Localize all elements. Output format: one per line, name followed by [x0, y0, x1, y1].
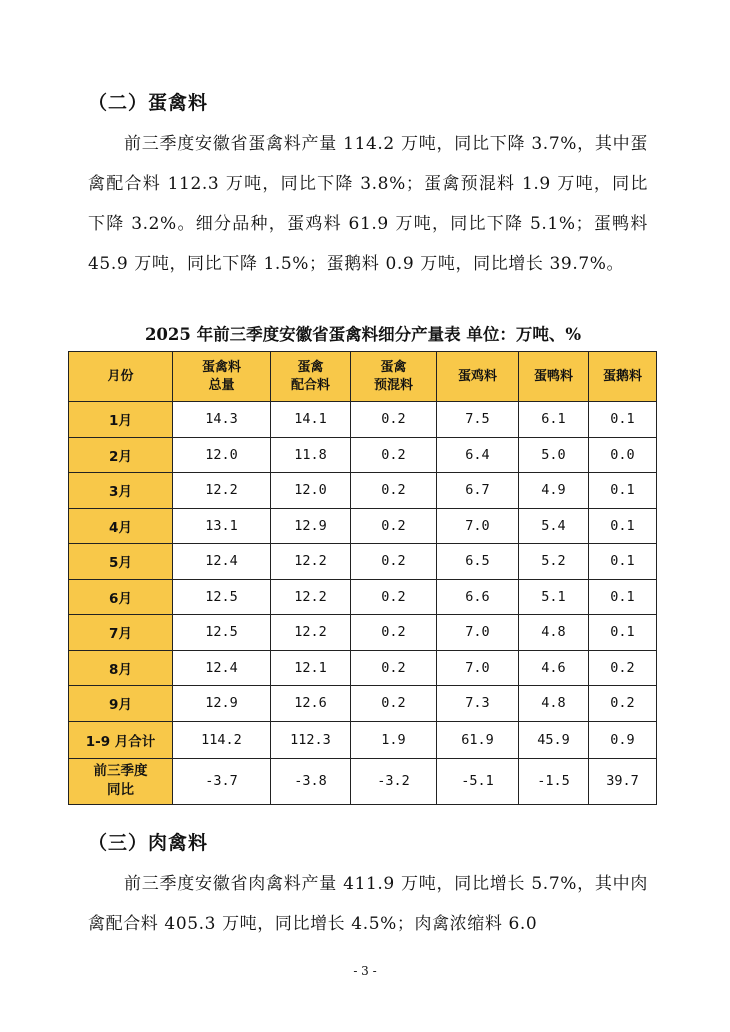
header-month: 月份	[69, 352, 173, 402]
table-cell: 6.7	[437, 473, 519, 509]
table-cell: 5.1	[519, 579, 589, 615]
table-cell: 6.1	[519, 402, 589, 438]
header-duck-feed: 蛋鸭料	[519, 352, 589, 402]
table-cell: 5.4	[519, 508, 589, 544]
table-cell: 0.2	[589, 686, 657, 722]
table-title: 2025 年前三季度安徽省蛋禽料细分产量表 单位：万吨、%	[144, 325, 582, 344]
table-row	[69, 721, 657, 758]
table-cell: 4.6	[519, 650, 589, 686]
row-label: 8月	[69, 650, 173, 686]
header-goose-feed: 蛋鹅料	[589, 352, 657, 402]
row-label: 6月	[69, 579, 173, 615]
egg-poultry-feed-table	[68, 351, 657, 805]
row-label: 5月	[69, 544, 173, 580]
table-cell: 0.9	[589, 721, 657, 758]
section-heading-meat-poultry-feed: （三）肉禽料	[88, 832, 209, 854]
egg-poultry-paragraph	[88, 124, 648, 284]
row-label: 1月	[69, 402, 173, 438]
table-cell: 12.4	[173, 544, 271, 580]
table-row	[69, 650, 657, 686]
table-cell: 12.2	[271, 615, 351, 651]
header-compound-feed: 蛋禽 配合料	[271, 352, 351, 402]
row-label: 1-9 月合计	[69, 721, 173, 758]
table-row	[69, 402, 657, 438]
table-cell: 0.1	[589, 473, 657, 509]
row-label: 2月	[69, 437, 173, 473]
header-premix-feed: 蛋禽 预混料	[351, 352, 437, 402]
table-cell: 4.8	[519, 686, 589, 722]
table-cell: 11.8	[271, 437, 351, 473]
table-cell: 12.9	[271, 508, 351, 544]
table-header-row	[69, 352, 657, 402]
table-cell: 4.8	[519, 615, 589, 651]
table-row	[69, 508, 657, 544]
table-cell: 0.2	[351, 473, 437, 509]
table-cell: 14.1	[271, 402, 351, 438]
table-cell: 0.1	[589, 508, 657, 544]
table-cell: 39.7	[589, 758, 657, 804]
row-label: 3月	[69, 473, 173, 509]
table-cell: 0.1	[589, 615, 657, 651]
table-cell: 12.1	[271, 650, 351, 686]
table-cell: 0.2	[351, 402, 437, 438]
table-cell: 4.9	[519, 473, 589, 509]
table-cell: 0.2	[351, 508, 437, 544]
table-cell: 6.5	[437, 544, 519, 580]
row-label: 9月	[69, 686, 173, 722]
table-cell: 0.2	[351, 544, 437, 580]
table-cell: 12.0	[173, 437, 271, 473]
table-row	[69, 473, 657, 509]
table-row	[69, 579, 657, 615]
table-cell: 12.0	[271, 473, 351, 509]
table-cell: -3.7	[173, 758, 271, 804]
section-heading-egg-poultry-feed: （二）蛋禽料	[88, 92, 209, 114]
table-cell: 45.9	[519, 721, 589, 758]
table-cell: 7.0	[437, 650, 519, 686]
table-row	[69, 686, 657, 722]
table-cell: -1.5	[519, 758, 589, 804]
table-cell: 112.3	[271, 721, 351, 758]
table-cell: 0.2	[589, 650, 657, 686]
table-row	[69, 437, 657, 473]
table-cell: 12.9	[173, 686, 271, 722]
row-label: 7月	[69, 615, 173, 651]
header-layer-chicken-feed: 蛋鸡料	[437, 352, 519, 402]
table-cell: 12.5	[173, 615, 271, 651]
page-number: - 3 -	[353, 964, 377, 978]
table-cell: 0.1	[589, 579, 657, 615]
meat-poultry-paragraph-text: 前三季度安徽省肉禽料产量 411.9 万吨，同比增长 5.7%，其中肉禽配合料 405.3 万吨，同比增长 4.5%；肉禽浓缩料 6.0	[88, 874, 648, 934]
table-row	[69, 544, 657, 580]
table-cell: 12.2	[173, 473, 271, 509]
table-cell: 12.2	[271, 579, 351, 615]
table-cell: 0.2	[351, 437, 437, 473]
table-cell: 0.2	[351, 686, 437, 722]
table-cell: 7.3	[437, 686, 519, 722]
table-row	[69, 758, 657, 804]
table-cell: -3.8	[271, 758, 351, 804]
table-cell: 0.2	[351, 579, 437, 615]
table-cell: 6.4	[437, 437, 519, 473]
egg-poultry-paragraph-text: 前三季度安徽省蛋禽料产量 114.2 万吨，同比下降 3.7%，其中蛋禽配合料 112.3 万吨，同比下降 3.8%；蛋禽预混料 1.9 万吨，同比下降 3.2%。细分品种，蛋鸡料 61.9 万吨，同比下降 5.1%；蛋鸭料 45.9 万吨，同比下降 1.5%；蛋鹅料 0.9 万吨，同比增长 39.7%。	[88, 134, 648, 274]
table-cell: -3.2	[351, 758, 437, 804]
table-cell: 0.2	[351, 615, 437, 651]
table-cell: 0.1	[589, 544, 657, 580]
table-cell: 0.2	[351, 650, 437, 686]
table-cell: 0.1	[589, 402, 657, 438]
table-cell: 12.2	[271, 544, 351, 580]
table-cell: 5.0	[519, 437, 589, 473]
row-label: 前三季度 同比	[69, 758, 173, 804]
table-cell: 7.0	[437, 615, 519, 651]
table-cell: 12.5	[173, 579, 271, 615]
table-cell: 114.2	[173, 721, 271, 758]
table-cell: 13.1	[173, 508, 271, 544]
table-cell: -5.1	[437, 758, 519, 804]
table-cell: 6.6	[437, 579, 519, 615]
table-cell: 0.0	[589, 437, 657, 473]
table-cell: 12.6	[271, 686, 351, 722]
meat-poultry-paragraph	[88, 864, 648, 944]
table-cell: 7.0	[437, 508, 519, 544]
table-row	[69, 615, 657, 651]
table-cell: 7.5	[437, 402, 519, 438]
table-cell: 12.4	[173, 650, 271, 686]
table-cell: 1.9	[351, 721, 437, 758]
table-cell: 5.2	[519, 544, 589, 580]
table-cell: 61.9	[437, 721, 519, 758]
row-label: 4月	[69, 508, 173, 544]
table-cell: 14.3	[173, 402, 271, 438]
header-total: 蛋禽料 总量	[173, 352, 271, 402]
